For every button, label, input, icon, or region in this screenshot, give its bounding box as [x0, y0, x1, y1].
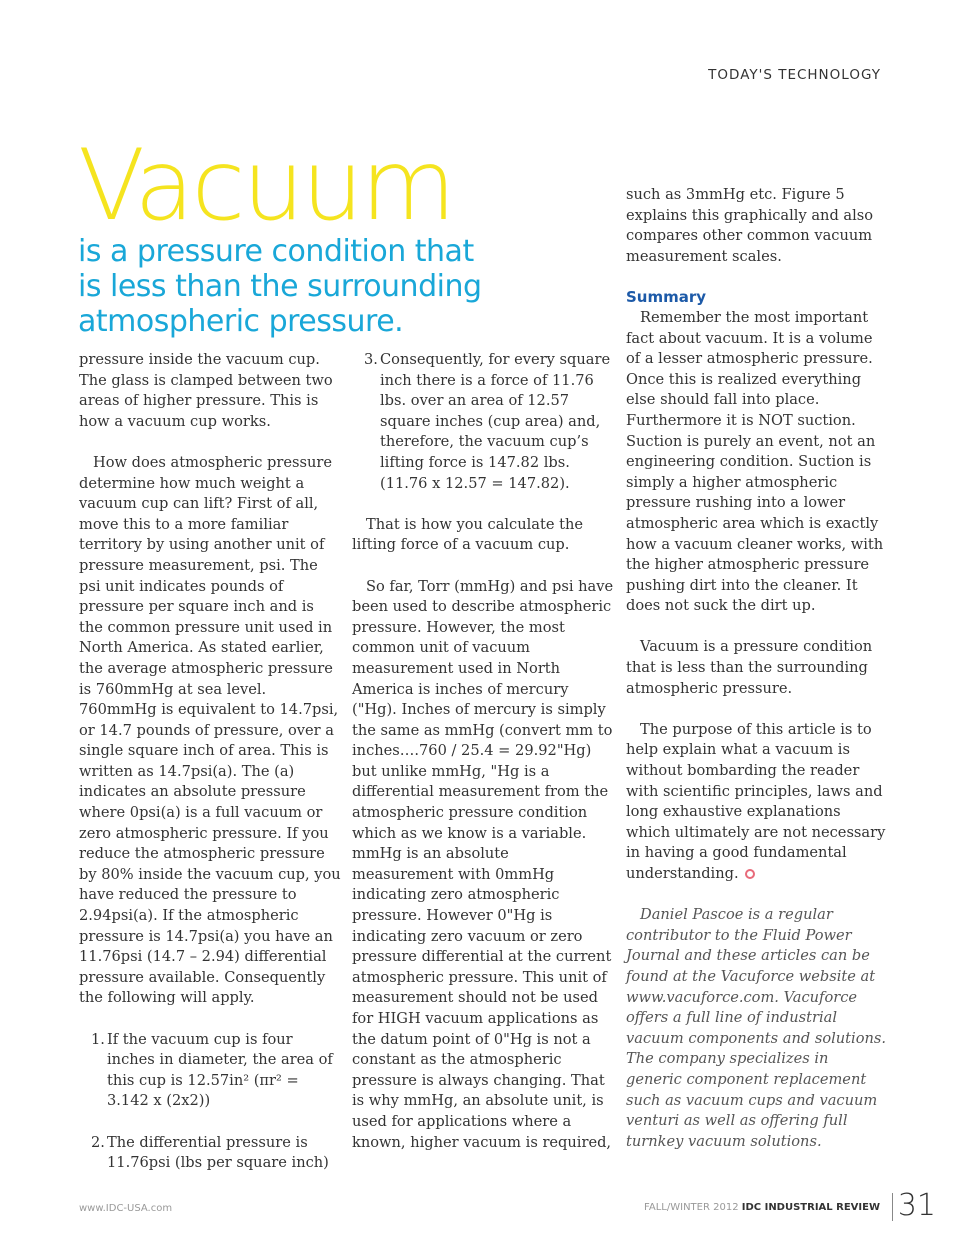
- paragraph: pressure inside the vacuum cup. The glass is clamped between two areas of higher pressure. This is how a vacuum cup works.: [79, 351, 333, 430]
- headline-title: Vacuum: [78, 129, 454, 243]
- list-text: If the vacuum cup is four inches in diameter, the area of this cup is 12.57in² (πr² = 3.142 x (2x2)): [107, 1030, 333, 1110]
- list-item: [352, 350, 614, 494]
- list-number: 3.: [364, 351, 378, 368]
- page-number-divider: [892, 1193, 893, 1221]
- footer-website: www.IDC-USA.com: [79, 1203, 173, 1214]
- end-of-article-icon: [745, 869, 755, 879]
- author-byline: Daniel Pascoe is a regular contributor to the Fluid Power Journal and these articles can be found at the Vacuforce website at www.vacuforce.com. Vacuforce offers a full line of industrial vacuum components and solutions. The company specializes in generic component replacement such as vacuum cups and vacuum venturi as well as offering full turnkey vacuum solutions.: [626, 906, 887, 1150]
- footer-publication: [644, 1202, 880, 1213]
- paragraph: [626, 720, 888, 885]
- list-number: 1.: [91, 1030, 105, 1048]
- paragraph: How does atmospheric pressure determine how much weight a vacuum cup can lift? First of all, move this to a more familiar territory by using another unit of pressure measurement, psi. The psi unit indicates pounds of pressure per square inch and is the common pressure unit used in North America. As stated earlier, the average atmospheric pressure is 760mmHg at sea level. 760mmHg is equivalent to 14.7psi, or 14.7 pounds of pressure, over a single square inch of area. This is written as 14.7psi(a). The (a) indicates an absolute pressure where 0psi(a) is a full vacuum or zero atmospheric pressure. If you reduce the atmospheric pressure by 80% inside the vacuum cup, you have reduced the pressure to 2.94psi(a). If the atmospheric pressure is 14.7psi(a) you have an 11.76psi (14.7 – 2.94) differential pressure available. Consequently the following will apply.: [79, 453, 341, 1007]
- headline-subtitle-line: atmospheric pressure.: [78, 304, 404, 339]
- headline-subtitle: [78, 234, 558, 339]
- list-text: Consequently, for every square inch there is a force of 11.76 lbs. over an area of 12.57 square inches (cup area) and, therefore, the vacuum cup’s lifting force is 147.82 lbs. (11.76 x 12.57 = 147.82).: [380, 351, 611, 492]
- paragraph: such as 3mmHg etc. Figure 5 explains this graphically and also compares other common vacuum measurement scales.: [626, 186, 874, 265]
- list-text: The differential pressure is 11.76psi (lbs per square inch): [107, 1133, 329, 1172]
- list-number: 2.: [91, 1133, 105, 1151]
- paragraph-text: The purpose of this article is to help explain what a vacuum is without bombarding the reader with scientific principles, laws and long exhaustive explanations which ultimately are not necessary in having a good fundamental understanding.: [626, 720, 886, 882]
- headline: [78, 129, 558, 339]
- summary-heading: Summary: [626, 288, 707, 307]
- list-item: [79, 1030, 341, 1112]
- paragraph: So far, Torr (mmHg) and psi have been used to describe atmospheric pressure. However, the most common unit of vacuum measurement used in North America is inches of mercury ("Hg). Inches of mercury is simply the same as mmHg (convert mm to inches….760 / 25.4 = 29.92"Hg) but unlike mmHg, "Hg is a differential measurement from the atmospheric pressure condition which as we know is a variable. mmHg is an absolute measurement with 0mmHg indicating zero atmospheric pressure. However 0"Hg is indicating zero vacuum or zero pressure differential at the current atmospheric pressure. This unit of measurement should not be used for HIGH vacuum applications as the datum point of 0"Hg is not a constant as the atmospheric pressure is always changing. That is why mmHg, an absolute unit, is used for applications where a known, higher vacuum is required,: [352, 577, 614, 1151]
- footer-brand: IDC INDUSTRIAL REVIEW: [741, 1202, 880, 1213]
- paragraph: Vacuum is a pressure condition that is less than the surrounding atmospheric pressure.: [626, 638, 873, 697]
- article-column-3: [626, 185, 888, 1152]
- page-number: 31: [897, 1188, 936, 1223]
- section-label: TODAY'S TECHNOLOGY: [708, 67, 881, 83]
- headline-subtitle-line: is less than the surrounding: [78, 269, 482, 304]
- list-item: [79, 1133, 341, 1174]
- paragraph: Remember the most important fact about vacuum. It is a volume of a lesser atmospheric pressure. Once this is realized everything else should fall into place. Furthermore it is NOT suction. Suction is purely an event, not an engineering condition. Suction is simply a higher atmospheric pressure rushing into a lower atmospheric area which is exactly how a vacuum cleaner works, with the higher atmospheric pressure pushing dirt into the cleaner. It does not suck the dirt up.: [626, 308, 884, 615]
- article-column-2: [352, 350, 614, 1153]
- headline-subtitle-line: is a pressure condition that: [78, 234, 474, 269]
- paragraph: That is how you calculate the lifting force of a vacuum cup.: [352, 515, 584, 554]
- article-column-1: [79, 350, 341, 1174]
- footer-issue: FALL/WINTER 2012: [644, 1202, 739, 1213]
